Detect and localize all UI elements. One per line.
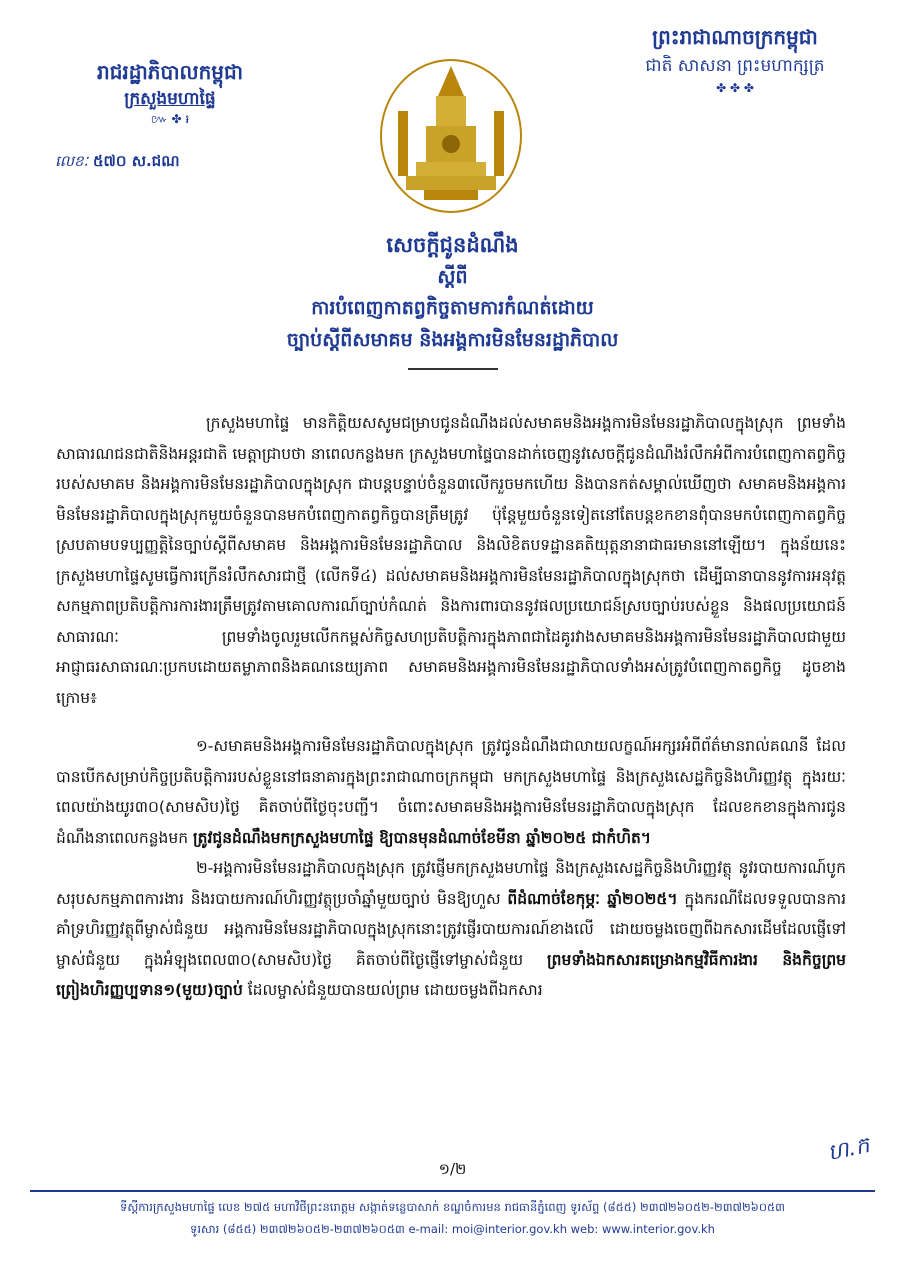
footer (30, 1190, 875, 1240)
initials-signature: ហ.ក (825, 1132, 872, 1167)
list-item-2 (56, 853, 846, 1006)
paragraph-intro: ក្រសួងមហាផ្ទៃ មានកិត្តិយសសូមជម្រាបជូនដំណឹងដល់សមាគមនិងអង្គការមិនមែនរដ្ឋាភិបាលក្នុងស្រុក ព្រមទាំងសាធារណជនជាតិនិងអន្តរជាតិ មេត្តាជ្រាបថា នាពេលកន្លងមក ក្រសួងមហាផ្ទៃបានដាក់ចេញនូវសេចក្តីជូនដំណឹងរំលឹកអំពីការបំពេញកាតព្វកិច្ចរបស់សមាគម និងអង្គការមិនមែនរដ្ឋាភិបាលក្នុងស្រុក ជាបន្តបន្ទាប់ចំនួន៣លើករួចមកហើយ និងបានកត់សម្គាល់ឃើញថា សមាគមនិងអង្គការមិនមែនរដ្ឋាភិបាលក្នុងស្រុកមួយចំនួនបានមកបំពេញកាតព្វកិច្ចបានត្រឹមត្រូវ ប៉ុន្តែមួយចំនួនទៀតនៅតែបន្តខកខានពុំបានមកបំពេញកាតព្វកិច្ចស្របតាមបទប្បញ្ញត្តិនៃច្បាប់ស្តីពីសមាគម និងអង្គការមិនមែនរដ្ឋាភិបាល និងលិខិតបទដ្ឋានគតិយុត្តនានាជាធរមាននៅឡើយ។ ក្នុងន័យនេះ ក្រសួងមហាផ្ទៃសូមធ្វើការក្រើនរំលឹកសារជាថ្មី (លើកទី៤) ដល់សមាគមនិងអង្គការមិនមែនរដ្ឋាភិបាលក្នុងស្រុកថា ដើម្បីធានាបាននូវការអនុវត្តសកម្មភាពប្រតិបត្តិការការងារត្រឹមត្រូវតាមគោលការណ៍ច្បាប់កំណត់ និងការពារបាននូវផលប្រយោជន៍ស្របច្បាប់របស់ខ្លួន និងផលប្រយោជន៍សាធារណៈ ព្រមទាំងចូលរួមលើកកម្ពស់កិច្ចសហប្រតិបត្តិការក្នុងភាពជាដៃគូរវាងសមាគមនិងអង្គការមិនមែនរដ្ឋាភិបាលជាមួយអាជ្ញាធរសាធារណៈប្រកបដោយតម្លាភាពនិងគណនេយ្យភាព សមាគមនិងអង្គការមិនមែនរដ្ឋាភិបាលទាំងអស់ត្រូវបំពេញកាតព្វកិច្ច ដូចខាងក្រោម៖ (56, 414, 846, 707)
item2-text1: ២-អង្គការមិនមែនរដ្ឋាភិបាលក្នុងស្រុក ត្រូវផ្ញើមកក្រសួងមហាផ្ទៃ និងក្រសួងសេដ្ឋកិច្ចនិងហិរញ្ញវត្ថុ នូវរបាយការណ៍បូកសរុបសកម្មភាពការងារ និងរបាយការណ៍ហិរញ្ញវត្ថុប្រចាំឆ្នាំមួយច្បាប់ មិនឱ្យហួស (56, 859, 846, 908)
item1-bold: ត្រូវជូនដំណឹងមកក្រសួងមហាផ្ទៃ ឱ្យបានមុនដំណាច់ខែមីនា ឆ្នាំ២០២៥ ជាកំហិត។ (193, 828, 652, 847)
footer-address: ទីស្តីការក្រសួងមហាផ្ទៃ លេខ ២៧៥ មហាវិថីព្រះនរោត្តម សង្កាត់ទន្លេបាសាក់ ខណ្ឌចំការមន រាជធានីភ្នំពេញ ទូរស័ព្ទ (៨៥៥) ២៣៧២៦០៥២-២៣៧២៦០៥៣ (120, 1200, 785, 1214)
item1-text: ១-សមាគមនិងអង្គការមិនមែនរដ្ឋាភិបាលក្នុងស្រុក ត្រូវជូនដំណឹងជាលាយលក្ខណ៍អក្សរអំពីព័ត៌មានរាល់គណនី ដែលបានបើកសម្រាប់កិច្ចប្រតិបត្តិការរបស់ខ្លួននៅធនាគារក្នុងព្រះរាជាណាចក្រកម្ពុជា មកក្រសួងមហាផ្ទៃ និងក្រសួងសេដ្ឋកិច្ចនិងហិរញ្ញវត្ថុ ក្នុងរយៈពេលយ៉ាងយូរ៣០(សាមសិប)ថ្ងៃ គិតចាប់ពីថ្ងៃចុះបញ្ជី។ ចំពោះសមាគមនិងអង្គការមិនមែនរដ្ឋាភិបាលក្នុងស្រុក ដែលខកខានក្នុងការជូនដំណឹងនាពេលកន្លងមក (56, 737, 846, 847)
title-line-2: ស្តីពី (437, 266, 468, 288)
title-divider (408, 368, 498, 370)
ornament-icon: ៚ ✤ ៛ (150, 112, 190, 126)
kingdom-name: ព្រះរាជាណាចក្រកម្ពុជា (652, 25, 818, 49)
title-line-3: ការបំពេញកាតព្វកិច្ចតាមការកំណត់ដោយ (311, 297, 594, 319)
document-title (150, 228, 755, 370)
reference-value: ៥៧០ ស.ជណ (92, 152, 180, 170)
kingdom-header (585, 22, 885, 96)
item2-bold2: ព្រមទាំងឯកសារគម្រោងកម្មវិធីការងារ និងកិច្ចព្រមព្រៀងហិរញ្ញប្បទាន១(មួយ)ច្បាប់ (56, 950, 846, 999)
footer-contacts: ទូរសារ (៨៥៥) ២៣៧២៦០៥២-២៣៧២៦០៥៣ e-mail: moi@interior.gov.kh web: www.interior.gov.kh (190, 1222, 715, 1236)
title-line-1: សេចក្តីជូនដំណឹង (386, 233, 519, 257)
ministry-header (55, 58, 285, 126)
royal-emblem-icon (376, 56, 526, 216)
document-body (56, 408, 846, 1006)
reference-label: លេខៈ (55, 152, 89, 170)
item2-text3: ដែលម្ចាស់ជំនួយបានយល់ព្រម ដោយចម្លងពីឯកសារ (242, 981, 543, 999)
reference-number (55, 152, 295, 174)
page-number: ១/២ (438, 1160, 467, 1178)
item2-text2: ក្នុងករណីដែលទទួលបានការគាំទ្រហិរញ្ញវត្ថុពីម្ចាស់ជំនួយ អង្គការមិនមែនរដ្ឋាភិបាលក្នុងស្រុកនោះត្រូវផ្ញើរបាយការណ៍ខាងលើ ដោយចម្លងចេញពីឯកសារដើមដែលផ្ញើទៅម្ចាស់ជំនួយ ក្នុងអំឡុងពេល៣០(សាមសិប)ថ្ងៃ គិតចាប់ពីថ្ងៃផ្ញើទៅម្ចាស់ជំនួយ (56, 889, 846, 969)
ornament-icon: ✤ ✤ ✤ (716, 81, 754, 95)
item2-bold1: ពីដំណាច់ខែកុម្ភៈ ឆ្នាំ២០២៥។ (507, 889, 678, 908)
list-item-1 (56, 731, 846, 853)
government-name: រាជរដ្ឋាភិបាលកម្ពុជា (97, 60, 243, 84)
ministry-name: ក្រសួងមហាផ្ទៃ (124, 89, 216, 109)
national-motto: ជាតិ សាសនា ព្រះមហាក្សត្រ (645, 56, 825, 76)
title-line-4: ច្បាប់ស្តីពីសមាគម និងអង្គការមិនមែនរដ្ឋាភិបាល (286, 329, 619, 351)
